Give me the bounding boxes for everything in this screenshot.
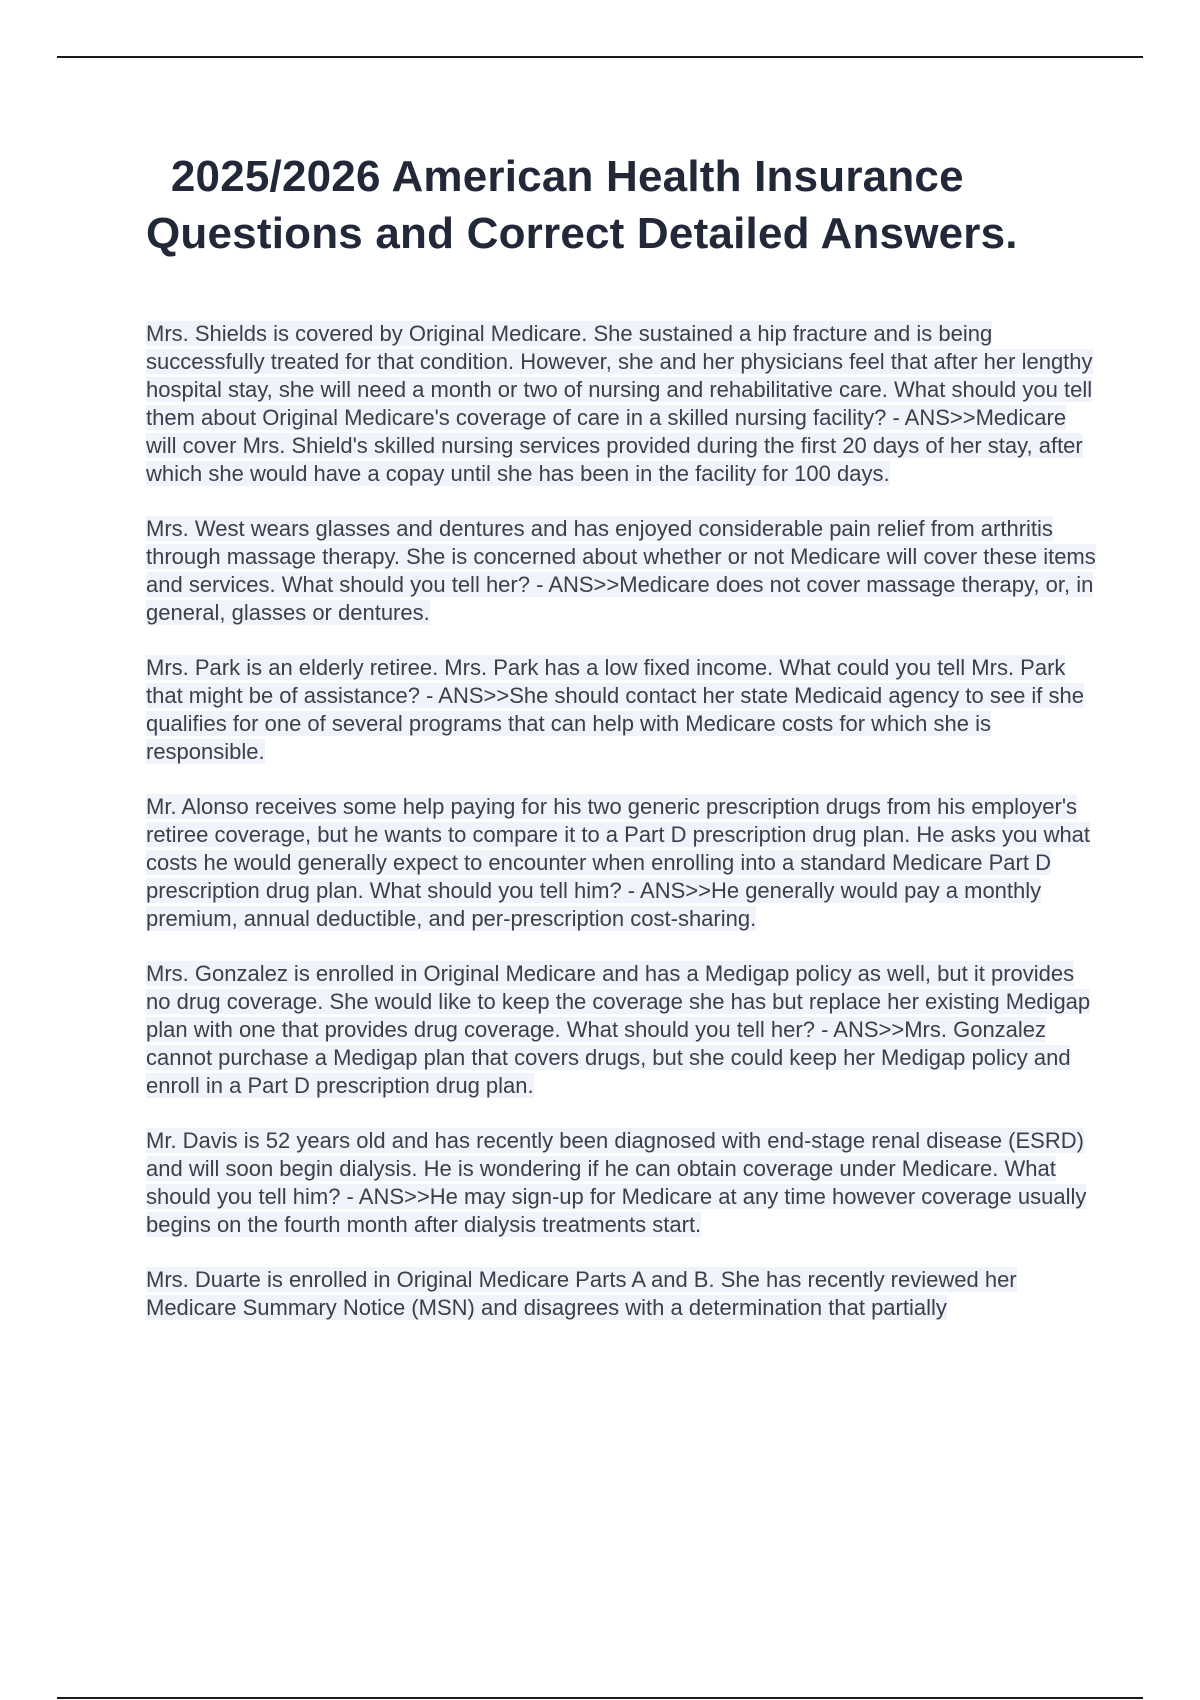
qa-item (146, 793, 1096, 933)
document-title: 2025/2026 American Health Insurance Questions and Correct Detailed Answers. (146, 152, 1018, 258)
qa-item (146, 515, 1096, 627)
qa-item (146, 960, 1096, 1100)
document-body (146, 148, 1096, 1349)
qa-text: Mr. Davis is 52 years old and has recently been diagnosed with end-stage renal disease (ESRD) and will soon begin dialysis. He is wondering if he can obtain coverage under Medicare. What should you tell him? - ANS>>He may sign-up for Medicare at any time however coverage usually begins on the fourth month after dialysis treatments start. (146, 1128, 1087, 1237)
qa-item (146, 654, 1096, 766)
qa-text: Mrs. West wears glasses and dentures and has enjoyed considerable pain relief from arthritis through massage therapy. She is concerned about whether or not Medicare will cover these items and services. What should you tell her? - ANS>>Medicare does not cover massage therapy, or, in general, glasses or dentures. (146, 516, 1096, 625)
qa-text: Mrs. Gonzalez is enrolled in Original Medicare and has a Medigap policy as well, but it provides no drug coverage. She would like to keep the coverage she has but replace her existing Medigap plan with one that provides drug coverage. What should you tell her? - ANS>>Mrs. Gonzalez cannot purchase a Medigap plan that covers drugs, but she could keep her Medigap policy and enroll in a Part D prescription drug plan. (146, 961, 1091, 1098)
qa-text: Mrs. Park is an elderly retiree. Mrs. Park has a low fixed income. What could you tell Mrs. Park that might be of assistance? - ANS>>She should contact her state Medicaid agency to see if she qualifies for one of several programs that can help with Medicare costs for which she is responsible. (146, 655, 1084, 764)
qa-item (146, 1127, 1096, 1239)
qa-text: Mr. Alonso receives some help paying for his two generic prescription drugs from his employer's retiree coverage, but he wants to compare it to a Part D prescription drug plan. He asks you what costs he would generally expect to encounter when enrolling into a standard Medicare Part D prescription drug plan. What should you tell him? - ANS>>He generally would pay a monthly premium, annual deductible, and per-prescription cost-sharing. (146, 794, 1091, 931)
qa-item (146, 1266, 1096, 1322)
top-divider (57, 56, 1143, 58)
bottom-divider (57, 1697, 1143, 1699)
qa-item (146, 320, 1096, 488)
qa-list (146, 320, 1096, 1322)
qa-text: Mrs. Shields is covered by Original Medicare. She sustained a hip fracture and is being successfully treated for that condition. However, she and her physicians feel that after her lengthy hospital stay, she will need a month or two of nursing and rehabilitative care. What should you tell them about Original Medicare's coverage of care in a skilled nursing facility? - ANS>>Medicare will cover Mrs. Shield's skilled nursing services provided during the first 20 days of her stay, after which she would have a copay until she has been in the facility for 100 days. (146, 321, 1093, 486)
qa-text: Mrs. Duarte is enrolled in Original Medicare Parts A and B. She has recently reviewed her Medicare Summary Notice (MSN) and disagrees with a determination that partially (146, 1267, 1017, 1320)
